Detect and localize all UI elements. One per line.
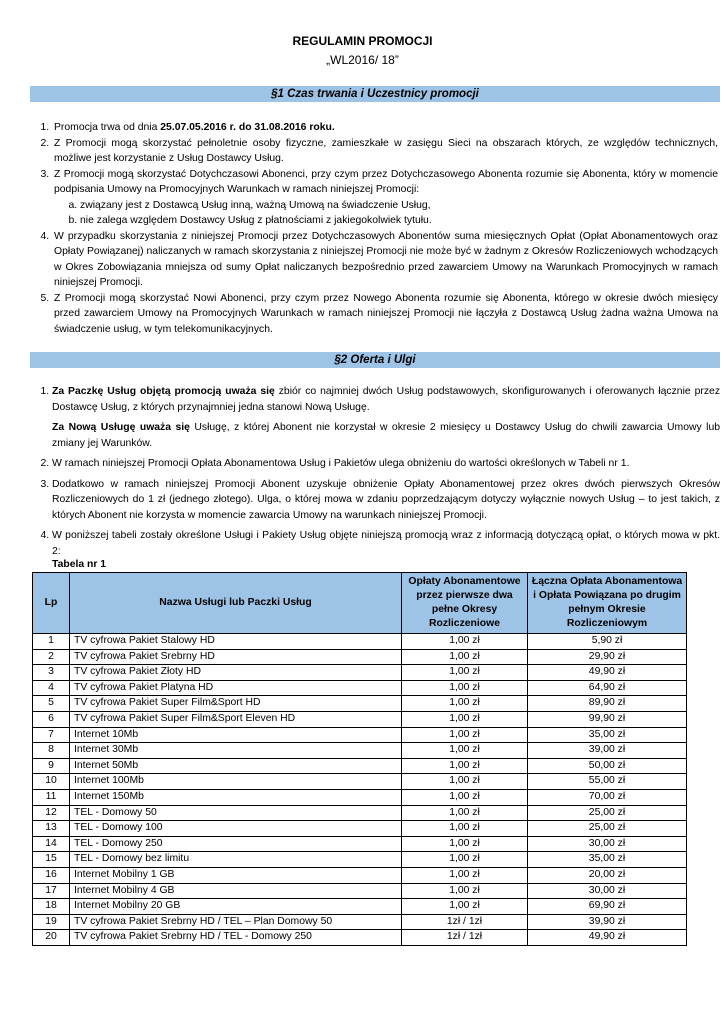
cell-fee-first: 1zł / 1zł: [402, 930, 528, 946]
cell-lp: 17: [33, 883, 70, 899]
cell-fee-first: 1,00 zł: [402, 899, 528, 915]
cell-name: TV cyfrowa Pakiet Super Film&Sport HD: [70, 696, 402, 712]
cell-fee-after: 89,90 zł: [528, 696, 687, 712]
cell-fee-first: 1,00 zł: [402, 727, 528, 743]
cell-fee-after: 64,90 zł: [528, 680, 687, 696]
cell-name: TV cyfrowa Pakiet Super Film&Sport Eleven HD: [70, 711, 402, 727]
cell-fee-after: 99,90 zł: [528, 711, 687, 727]
cell-fee-first: 1,00 zł: [402, 883, 528, 899]
section1-heading: §1 Czas trwania i Uczestnicy promocji: [30, 86, 720, 102]
cell-fee-first: 1,00 zł: [402, 805, 528, 821]
section2-list: [24, 384, 720, 564]
table-row: [33, 883, 687, 899]
cell-name: TV cyfrowa Pakiet Srebrny HD / TEL - Domowy 250: [70, 930, 402, 946]
new-service-definition: [52, 420, 720, 451]
cell-fee-first: 1zł / 1zł: [402, 914, 528, 930]
table-row: [33, 774, 687, 790]
cell-name: TEL - Domowy bez limitu: [70, 852, 402, 868]
cell-lp: 8: [33, 743, 70, 759]
cell-lp: 6: [33, 711, 70, 727]
cell-lp: 19: [33, 914, 70, 930]
table-row: [33, 852, 687, 868]
cell-lp: 5: [33, 696, 70, 712]
cell-lp: 12: [33, 805, 70, 821]
section1-sublist: [54, 198, 718, 229]
cell-fee-after: 55,00 zł: [528, 774, 687, 790]
cell-fee-first: 1,00 zł: [402, 711, 528, 727]
cell-fee-after: 30,00 zł: [528, 883, 687, 899]
cell-fee-after: 49,90 zł: [528, 665, 687, 681]
cell-lp: 9: [33, 758, 70, 774]
cell-lp: 13: [33, 821, 70, 837]
cell-name: Internet Mobilny 4 GB: [70, 883, 402, 899]
header-fee-after: Łączna Opłata Abonamentowa i Opłata Powiązana po drugim pełnym Okresie Rozliczeniowym: [528, 573, 687, 634]
cell-fee-first: 1,00 zł: [402, 867, 528, 883]
table-row: [33, 680, 687, 696]
cell-name: TEL - Domowy 50: [70, 805, 402, 821]
table-row: [33, 665, 687, 681]
cell-name: Internet 100Mb: [70, 774, 402, 790]
cell-lp: 3: [33, 665, 70, 681]
cell-lp: 15: [33, 852, 70, 868]
table-row: [33, 789, 687, 805]
cell-fee-after: 30,00 zł: [528, 836, 687, 852]
cell-name: Internet 50Mb: [70, 758, 402, 774]
cell-name: TV cyfrowa Pakiet Srebrny HD / TEL – Plan Domowy 50: [70, 914, 402, 930]
price-table: [32, 572, 687, 946]
cell-name: TV cyfrowa Pakiet Złoty HD: [70, 665, 402, 681]
cell-fee-first: 1,00 zł: [402, 774, 528, 790]
cell-lp: 10: [33, 774, 70, 790]
section1-item-3a: a. związany jest z Dostawcą Usług inną, ważną Umową na świadczenie Usług,: [80, 198, 718, 214]
section1-list: [24, 120, 718, 337]
table-row: [33, 743, 687, 759]
cell-fee-after: 35,00 zł: [528, 852, 687, 868]
cell-fee-first: 1,00 zł: [402, 836, 528, 852]
cell-fee-first: 1,00 zł: [402, 665, 528, 681]
cell-fee-after: 5,90 zł: [528, 634, 687, 650]
cell-fee-after: 49,90 zł: [528, 930, 687, 946]
cell-fee-after: 25,00 zł: [528, 805, 687, 821]
cell-fee-after: 25,00 zł: [528, 821, 687, 837]
cell-name: Internet 30Mb: [70, 743, 402, 759]
cell-lp: 14: [33, 836, 70, 852]
section1-item-3b: b. nie zalega względem Dostawcy Usług z płatnościami z jakiegokolwiek tytułu.: [80, 213, 718, 229]
table-row: [33, 914, 687, 930]
cell-lp: 7: [33, 727, 70, 743]
table-row: [33, 758, 687, 774]
section1-item-2: 2. Z Promocji mogą skorzystać pełnoletnie osoby fizyczne, zamieszkałe w zasięgu Sieci na obszarach których, ze względów technicznych, możliwe jest korzystanie z Usług Dostawcy Usług.: [52, 136, 718, 167]
cell-lp: 18: [33, 899, 70, 915]
promo-dates: 25.07.05.2016 r. do 31.08.2016 roku.: [160, 122, 335, 133]
cell-lp: 16: [33, 867, 70, 883]
table-header-row: [33, 573, 687, 634]
document-title: REGULAMIN PROMOCJI: [292, 34, 433, 48]
definition-term: Za Nową Usługę uważa się: [52, 422, 190, 433]
item-text: Z Promocji mogą skorzystać Dotychczasowi Abonenci, przy czym przez Dotychczasowego Abonenta rozumie się Abonenta, który w momencie podpisania Umowy na Promocyjnych Warunkach w ramach niniejszej Promocji:: [54, 168, 718, 195]
section1-item-1: [52, 120, 718, 136]
table-row: [33, 805, 687, 821]
cell-fee-after: 50,00 zł: [528, 758, 687, 774]
cell-fee-first: 1,00 zł: [402, 680, 528, 696]
cell-fee-after: 39,90 zł: [528, 914, 687, 930]
table-label: Tabela nr 1: [52, 559, 107, 570]
cell-fee-first: 1,00 zł: [402, 649, 528, 665]
cell-fee-first: 1,00 zł: [402, 696, 528, 712]
document-subtitle: „WL2016/ 18”: [326, 53, 399, 67]
cell-fee-after: 39,00 zł: [528, 743, 687, 759]
definition-term: Za Paczkę Usług objętą promocją uważa się: [52, 386, 275, 397]
section2-item-4: 4. W poniższej tabeli zostały określone Usługi i Pakiety Usług objęte niniejszą promocją wraz z informacją dotyczącą opłat, o których mowa w pkt. 2:: [52, 528, 720, 559]
cell-fee-first: 1,00 zł: [402, 758, 528, 774]
cell-name: Internet 10Mb: [70, 727, 402, 743]
cell-name: TV cyfrowa Pakiet Srebrny HD: [70, 649, 402, 665]
cell-name: TEL - Domowy 250: [70, 836, 402, 852]
table-row: [33, 899, 687, 915]
cell-fee-after: 20,00 zł: [528, 867, 687, 883]
section2-item-1: [52, 384, 720, 451]
section1-item-4: 4. W przypadku skorzystania z niniejszej Promocji przez Dotychczasowych Abonentów suma miesięcznych Opłat (Opłat Abonamentowych oraz Opłaty Powiązanej) naliczanych w ramach skorzystania z niniejszej Promocji nie może być w żadnym z Okresów Rozliczeniowych wchodzących w Okres Zobowiązania mniejsza od sumy Opłat naliczanych bezpośrednio przed zawarciem Umowy na Warunkach Promocyjnych w ramach niniejszej Promocji.: [52, 229, 718, 291]
cell-name: TV cyfrowa Pakiet Stalowy HD: [70, 634, 402, 650]
table-row: [33, 711, 687, 727]
table-row: [33, 821, 687, 837]
item-text: Promocja trwa od dnia: [54, 122, 161, 133]
table-row: [33, 930, 687, 946]
cell-fee-first: 1,00 zł: [402, 852, 528, 868]
table-row: [33, 649, 687, 665]
cell-lp: 1: [33, 634, 70, 650]
cell-fee-after: 70,00 zł: [528, 789, 687, 805]
cell-name: Internet Mobilny 20 GB: [70, 899, 402, 915]
cell-lp: 20: [33, 930, 70, 946]
table-row: [33, 696, 687, 712]
cell-fee-after: 69,90 zł: [528, 899, 687, 915]
header-fee-first: Opłaty Abonamentowe przez pierwsze dwa pełne Okresy Rozliczeniowe: [402, 573, 528, 634]
table-body: [33, 634, 687, 946]
section1-item-5: 5. Z Promocji mogą skorzystać Nowi Abonenci, przy czym przez Nowego Abonenta rozumie się Abonenta, którego w okresie dwóch miesięcy przed zawarciem Umowy na Promocyjnych Warunkach w ramach niniejszej Promocji nie łączyła z Dostawcą Usług żadna ważna Umowa na świadczenie usług, w tym telekomunikacyjnych.: [52, 291, 718, 338]
cell-name: Internet Mobilny 1 GB: [70, 867, 402, 883]
cell-lp: 11: [33, 789, 70, 805]
table-row: [33, 634, 687, 650]
table-row: [33, 836, 687, 852]
item-text: Usługę, z której Abonent nie korzystał w okresie 2 miesięcy u Dostawcy Usług do chwili zawarcia Umowy lub zmiany jej Warunków.: [52, 422, 720, 449]
table-row: [33, 727, 687, 743]
cell-fee-first: 1,00 zł: [402, 743, 528, 759]
cell-fee-after: 29,90 zł: [528, 649, 687, 665]
header-lp: Lp: [33, 573, 70, 634]
cell-lp: 4: [33, 680, 70, 696]
cell-fee-first: 1,00 zł: [402, 634, 528, 650]
item-text: zbiór co najmniej dwóch Usług podstawowych, skonfigurowanych i oferowanych łącznie przez Dostawcę Usług, z których przynajmniej jedna stanowi Nową Usługę.: [52, 386, 721, 413]
table-row: [33, 867, 687, 883]
cell-fee-after: 35,00 zł: [528, 727, 687, 743]
section1-item-3: [52, 167, 718, 229]
cell-fee-first: 1,00 zł: [402, 789, 528, 805]
cell-name: TEL - Domowy 100: [70, 821, 402, 837]
section2-item-3: 3. Dodatkowo w ramach niniejszej Promocji Abonent uzyskuje obniżenie Opłaty Abonamentowej przez okres dwóch pierwszych Okresów Rozliczeniowych do 1 zł (jednego złotego). Ulga, o której mowa w zdaniu poprzedzającym dotyczy wyłącznie nowych Usług – to jest takich, z których Abonent nie korzysta w momencie zawarcia Umowy na warunkach niniejszej Promocji.: [52, 477, 720, 524]
cell-fee-first: 1,00 zł: [402, 821, 528, 837]
cell-name: Internet 150Mb: [70, 789, 402, 805]
section2-item-2: 2. W ramach niniejszej Promocji Opłata Abonamentowa Usług i Pakietów ulega obniżeniu do wartości określonych w Tabeli nr 1.: [52, 456, 720, 472]
section2-heading: §2 Oferta i Ulgi: [30, 352, 720, 368]
header-name: Nazwa Usługi lub Paczki Usług: [70, 573, 402, 634]
cell-name: TV cyfrowa Pakiet Platyna HD: [70, 680, 402, 696]
cell-lp: 2: [33, 649, 70, 665]
